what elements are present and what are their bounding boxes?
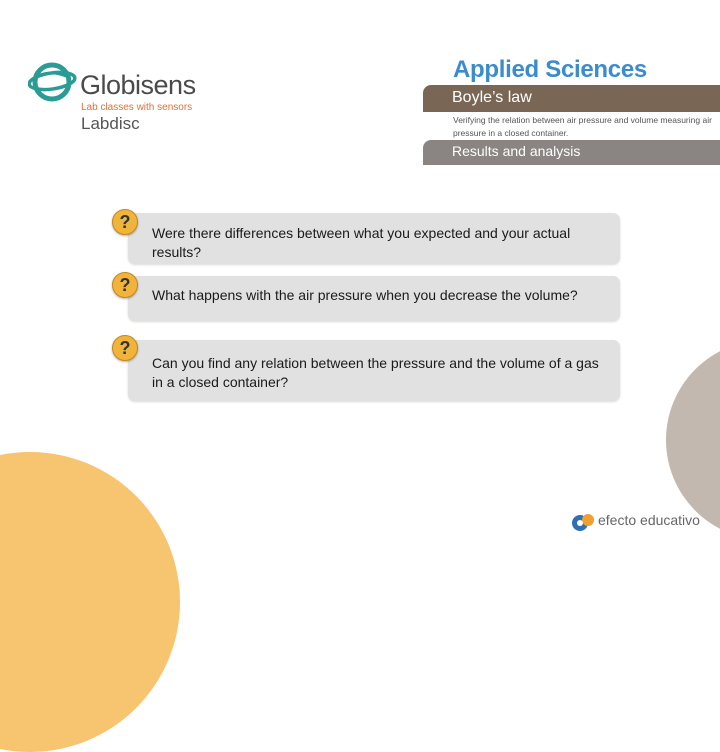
logo-product: Labdisc bbox=[81, 114, 140, 133]
question-mark-icon: ? bbox=[112, 209, 138, 235]
question-mark-icon: ? bbox=[112, 272, 138, 298]
question-card-2 bbox=[128, 276, 620, 321]
question-text: Were there differences between what you expected and your actual results? bbox=[152, 225, 571, 260]
brand-title: Applied Sciences bbox=[453, 56, 647, 83]
logo-name: Globisens bbox=[80, 70, 196, 100]
decorative-gray-circle bbox=[666, 340, 720, 540]
topic-description: Verifying the relation between air pressure and volume measuring air pressure in a closed container. bbox=[453, 115, 712, 138]
globisens-logo bbox=[28, 58, 208, 138]
globe-orbit-icon bbox=[28, 58, 88, 108]
question-card-3 bbox=[128, 340, 620, 401]
publisher-name: efecto educativo bbox=[598, 512, 700, 528]
topic-title: Boyle’s law bbox=[452, 89, 532, 106]
efecto-educativo-icon bbox=[571, 511, 595, 533]
question-text: What happens with the air pressure when you decrease the volume? bbox=[152, 287, 578, 303]
question-text: Can you find any relation between the pressure and the volume of a gas in a closed container? bbox=[152, 355, 599, 390]
section-title: Results and analysis bbox=[452, 143, 581, 159]
logo-tagline: Lab classes with sensors bbox=[81, 102, 193, 113]
decorative-orange-circle bbox=[0, 452, 180, 752]
question-card-1 bbox=[128, 213, 620, 264]
question-mark-icon: ? bbox=[112, 335, 138, 361]
